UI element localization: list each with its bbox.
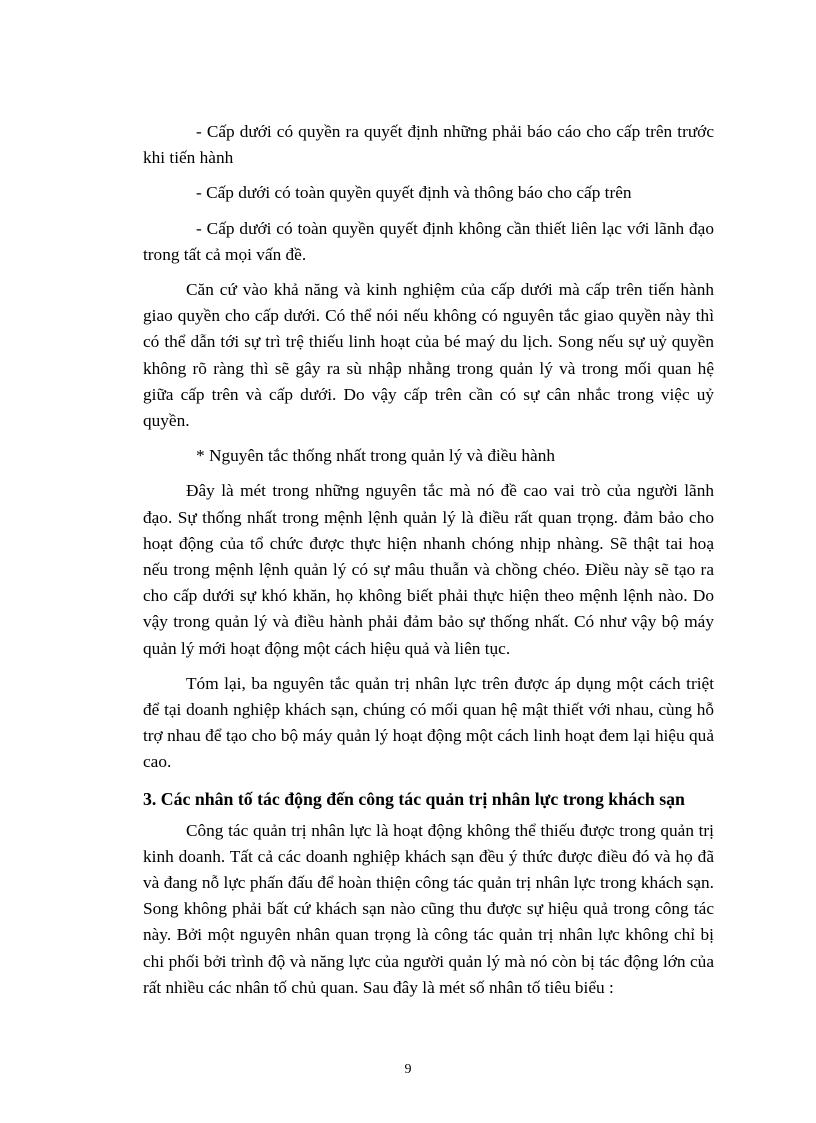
paragraph-delegation-option-2: - Cấp dưới có toàn quyền quyết định và thông báo cho cấp trên	[196, 183, 632, 203]
paragraph-delegation-basis: Căn cứ vào khả năng và kinh nghiệm của cấp dưới mà cấp trên tiến hành giao quyền cho cấp dưới. Có thể nói nếu không có nguyên tắc giao quyền này thì có thể dẫn tới sự trì trệ thiếu linh hoạt của bé maý du lịch. Song nếu sự uỷ quyền không rõ ràng thì sẽ gây ra sù nhập nhằng trong quản lý và trong mối quan hệ giữa cấp trên và cấp dưới. Do vậy cấp trên cần có sự cân nhắc trong việc uỷ quyền.	[143, 280, 714, 431]
paragraph-section-intro: Công tác quản trị nhân lực là hoạt động không thể thiếu được trong quản trị kinh doanh. Tất cả các doanh nghiệp khách sạn đều ý thức được điều đó và họ đã và đang nỗ lực phấn đấu để hoàn thiện công tác quản trị nhân lực trong khách sạn. Song không phải bất cứ khách sạn nào cũng thu được sự hiệu quả trong công tác này. Bởi một nguyên nhân quan trọng là công tác quản trị nhân lực không chỉ bị chi phối bởi trình độ và năng lực của người quản lý mà nó còn bị tác động lớn của rất nhiều các nhân tố chủ quan. Sau đây là mét số nhân tố tiêu biểu :	[143, 820, 714, 997]
document-page	[143, 119, 714, 1001]
paragraph-delegation-option-3: - Cấp dưới có toàn quyền quyết định không cần thiết liên lạc với lãnh đạo trong tất cả mọi vấn đề.	[143, 218, 714, 264]
paragraph-unity-principle-title: * Nguyên tắc thống nhất trong quản lý và điều hành	[196, 446, 555, 466]
section-heading: 3. Các nhân tố tác động đến công tác quản trị nhân lực trong khách sạn	[143, 788, 685, 809]
paragraph-unity-principle-body: Đây là mét trong những nguyên tắc mà nó đề cao vai trò của người lãnh đạo. Sự thống nhất trong mệnh lệnh quản lý là điều rất quan trọng. đảm bảo cho hoạt động của tổ chức được thực hiện nhanh chóng nhịp nhàng. Sẽ thật tai hoạ nếu trong mệnh lệnh quản lý có sự mâu thuẫn và chồng chéo. Điều này sẽ tạo ra cho cấp dưới sự khó khăn, họ không biết phải thực hiện theo mệnh lệnh nào. Do vậy trong quản lý và điều hành phải đảm bảo sự thống nhất. Có như vậy bộ máy quản lý mới hoạt động một cách hiệu quả và liên tục.	[143, 481, 714, 658]
paragraph-summary: Tóm lại, ba nguyên tắc quản trị nhân lực trên được áp dụng một cách triệt để tại doanh nghiệp khách sạn, chúng có mối quan hệ mật thiết với nhau, cùng hỗ trợ nhau để tạo cho bộ máy quản lý hoạt động một cách linh hoạt đem lại hiệu quả cao.	[143, 673, 714, 772]
paragraph-delegation-option-1: - Cấp dưới có quyền ra quyết định những phải báo cáo cho cấp trên trước khi tiến hành	[143, 122, 714, 168]
page-number: 9	[404, 1062, 412, 1077]
